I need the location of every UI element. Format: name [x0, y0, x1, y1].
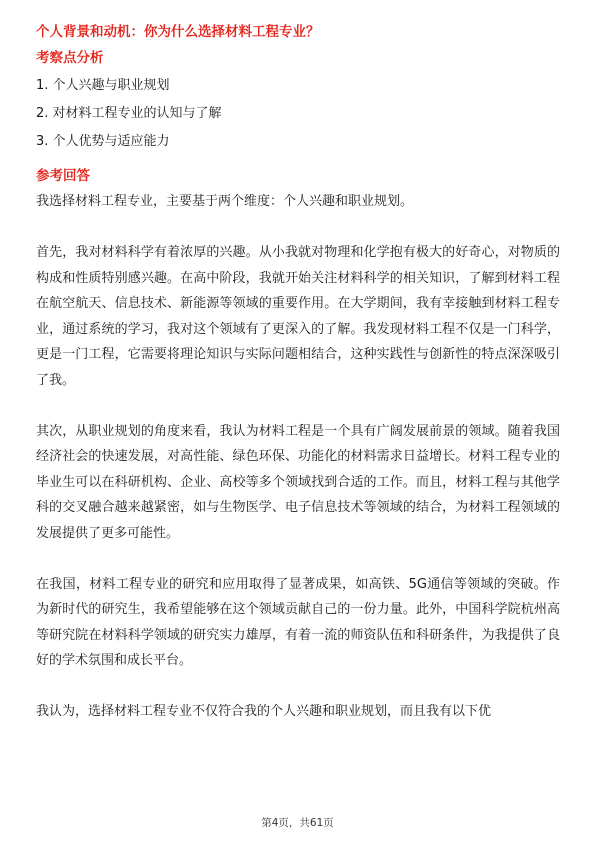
analysis-heading: 考察点分析: [36, 50, 104, 66]
page-content: [36, 22, 560, 724]
answer-paragraph: 其次，从职业规划的角度来看，我认为材料工程是一个具有广阔发展前景的领域。随着我国经济社会的快速发展，对高性能、绿色环保、功能化的材料需求日益增长。材料工程专业的毕业生可以在科研机构、企业、高校等多个领域找到合适的工作。而且，材料工程与其他学科的交叉融合越来越紧密，如与生物医学、电子信息技术等领域的结合，为材料工程领域的发展提供了更多可能性。: [36, 423, 560, 541]
question-title: 个人背景和动机：你为什么选择材料工程专业？: [36, 24, 320, 40]
answer-heading: 参考回答: [36, 168, 90, 184]
analysis-point-list: [36, 72, 560, 156]
analysis-point: 1. 个人兴趣与职业规划: [36, 78, 170, 93]
answer-paragraph: 我选择材料工程专业，主要基于两个维度：个人兴趣和职业规划。: [36, 194, 414, 209]
answer-paragraph: 首先，我对材料科学有着浓厚的兴趣。从小我就对物理和化学抱有极大的好奇心，对物质的构成和性质特别感兴趣。在高中阶段，我就开始关注材料科学的相关知识，了解到材料工程在航空航天、信息技术、新能源等领域的重要作用。在大学期间，我有幸接触到材料工程专业，通过系统的学习，我对这个领域有了更深入的了解。我发现材料工程不仅是一门科学，更是一门工程，它需要将理论知识与实际问题相结合，这种实践性与创新性的特点深深吸引了我。: [36, 245, 560, 388]
answer-paragraph: 在我国，材料工程专业的研究和应用取得了显著成果，如高铁、5G通信等领域的突破。作为新时代的研究生，我希望能够在这个领域贡献自己的一份力量。此外，中国科学院杭州高等研究院在材料科学领域的研究实力雄厚，有着一流的师资队伍和科研条件，为我提供了良好的学术氛围和成长平台。: [36, 576, 560, 668]
page-number: 第4页，共61页: [261, 817, 334, 829]
answer-paragraph: 我认为，选择材料工程专业不仅符合我的个人兴趣和职业规划，而且我有以下优: [36, 704, 492, 719]
analysis-point: 2. 对材料工程专业的认知与了解: [36, 106, 222, 121]
analysis-point: 3. 个人优势与适应能力: [36, 134, 170, 149]
